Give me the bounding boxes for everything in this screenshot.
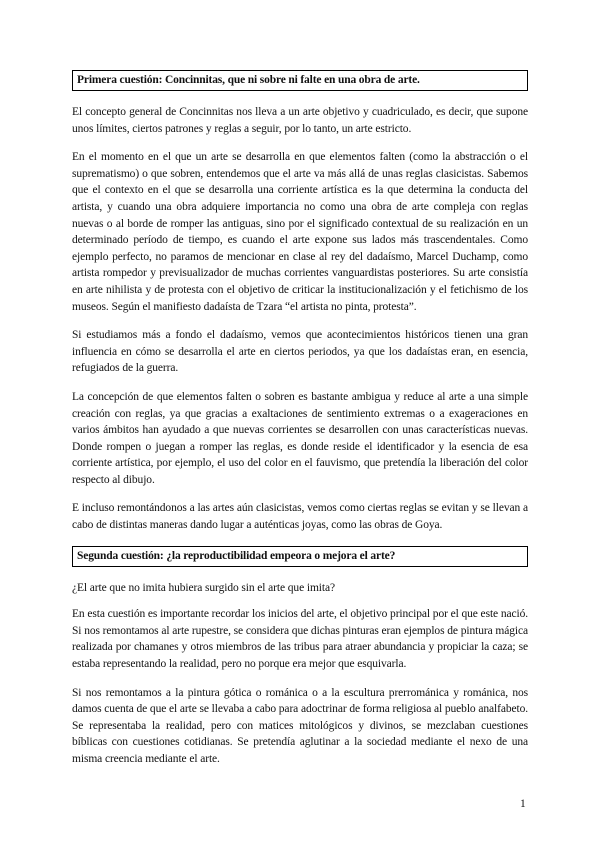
section-2-paragraph-2: En esta cuestión es importante recordar los inicios del arte, el objetivo principal por el que este nació. Si nos remontamos al arte rupestre, se considera que dichas pinturas eran ejemplos de pintura mágica realizada por chamanes y otros miembros de las tribus para atraer abundancia y propiciar la caza; se estaba representando la realidad, pero no porque era mejor que esquivarla.: [72, 608, 528, 671]
section-1-paragraph-1: El concepto general de Concinnitas nos lleva a un arte objetivo y cuadriculado, es decir, que supone unos límites, ciertos patrones y reglas a seguir, por lo tanto, un arte estricto.: [72, 106, 528, 135]
section-1-paragraph-2: En el momento en el que un arte se desarrolla en que elementos falten (como la abstracción o el suprematismo) o que sobren, entendemos que el arte va más allá de unas reglas clasicistas. Sabemos que el contexto en el que se desarrolla una corriente artística es la que determina la conducta del artista, y cuando una obra adquiere importancia no como una obra de arte compleja con reglas nuevas o al borde de romper las antiguas, sino por el significado contextual de su realización en un determinado período de tiempo, es cuando el arte expone sus lados más trascendentales. Como ejemplo perfecto, no paramos de mencionar en clase al rey del dadaísmo, Marcel Duchamp, como artista rompedor y previsualizador de muchas corrientes vanguardistas posteriores. Su arte consistía en arte nihilista y de protesta con el objetivo de criticar la institucionalización y el fetichismo de los museos. Según el manifiesto dadaísta de Tzara “el artista no pinta, protesta”.: [72, 151, 528, 313]
section-2-paragraph-1: ¿El arte que no imita hubiera surgido sin el arte que imita?: [72, 581, 335, 594]
section-2-heading: Segunda cuestión: ¿la reproductibilidad empeora o mejora el arte?: [72, 546, 528, 567]
section-1-paragraph-3: Si estudiamos más a fondo el dadaísmo, vemos que acontecimientos históricos tienen una gran influencia en cómo se desarrolla el arte en ciertos periodos, ya que los dadaístas eran, en esencia, refugiados de la guerra.: [72, 329, 528, 375]
section-2-paragraph-3: Si nos remontamos a la pintura gótica o románica o a la escultura prerrománica y románica, nos damos cuenta de que el arte se llevaba a cabo para adoctrinar de forma religiosa al pueblo analfabeto. Se representaba la realidad, pero con matices mitológicos y divinos, se mezclaban cuestiones bíblicas con cuestiones cotidianas. Se pretendía aglutinar a la sociedad mediante el nexo de una misma creencia mediante el arte.: [72, 686, 528, 765]
document-page: [72, 70, 528, 780]
section-1-heading: Primera cuestión: Concinnitas, que ni sobre ni falte en una obra de arte.: [72, 70, 528, 91]
section-1-paragraph-5: E incluso remontándonos a las artes aún clasicistas, vemos como ciertas reglas se evitan y se llevan a cabo de distintas maneras dando lugar a auténticas joyas, como las obras de Goya.: [72, 502, 528, 532]
section-1-paragraph-4: La concepción de que elementos falten o sobren es bastante ambigua y reduce al arte a una simple creación con reglas, ya que gracias a exaltaciones de sentimiento extremas o a exageraciones en varios ámbitos han ayudado a que nuevas corrientes se desarrollen con unas características nuevas. Donde rompen o juegan a romper las reglas, es donde reside el identificador y la esencia de esa corriente artística, por ejemplo, el uso del color en el fauvismo, que pretendía la liberación del color respecto al dibujo.: [72, 390, 528, 486]
page-number: 1: [520, 798, 526, 810]
